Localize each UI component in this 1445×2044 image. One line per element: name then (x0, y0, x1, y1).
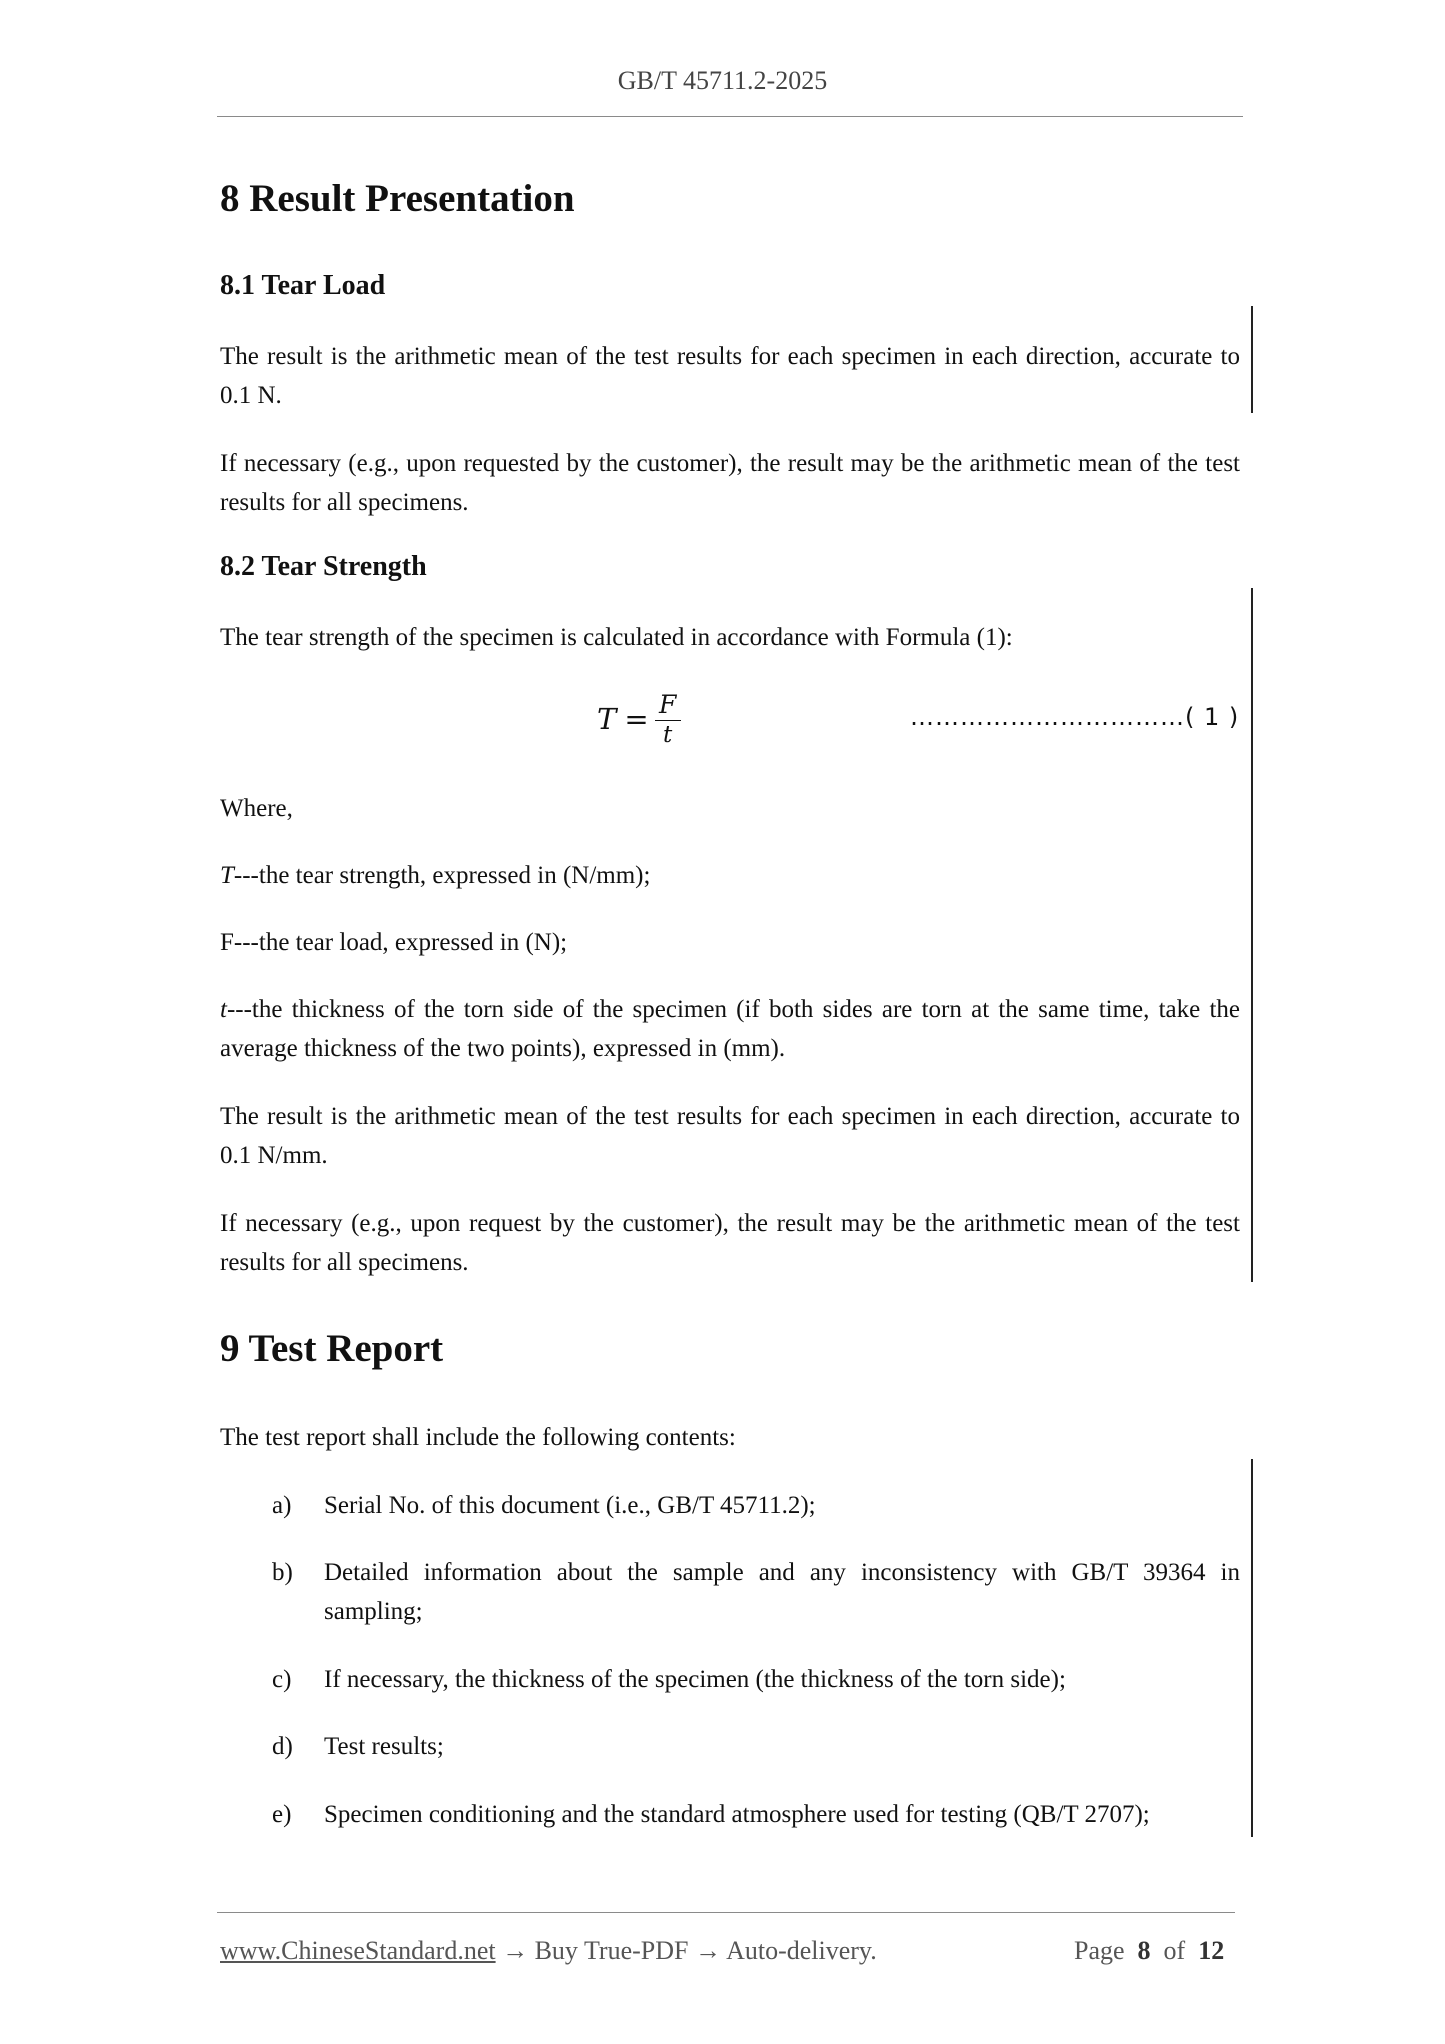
formula-denominator: t (663, 722, 673, 748)
list-marker: d) (272, 1733, 293, 1760)
fraction-bar (655, 720, 681, 721)
total-pages: 12 (1198, 1936, 1225, 1965)
website-link[interactable]: www.ChineseStandard.net (220, 1936, 496, 1965)
symbol-t: t (220, 996, 227, 1023)
document-code-header: GB/T 45711.2-2025 (617, 66, 828, 95)
footer-promo (220, 1936, 877, 1966)
list-marker: e) (272, 1801, 292, 1828)
revision-bar (1251, 588, 1253, 1282)
definition-T-text: ---the tear strength, expressed in (N/mm); (233, 862, 651, 889)
formula-lhs: T (597, 702, 617, 736)
paragraph-8-1-optional: If necessary (e.g., upon requested by the customer), the result may be the arithmetic mean of the test results for all specimens. (220, 450, 1240, 516)
list-item-text: Test results; (324, 1733, 444, 1760)
page-label: Page (1074, 1936, 1125, 1965)
section-8-1-heading: 8.1 Tear Load (220, 270, 386, 301)
paragraph-formula-intro: The tear strength of the specimen is calculated in accordance with Formula (1): (220, 624, 1013, 651)
header-divider (217, 116, 1243, 117)
buy-true-pdf-text: Buy True-PDF (534, 1936, 689, 1965)
current-page: 8 (1137, 1936, 1151, 1965)
section-8-2-heading: 8.2 Tear Strength (220, 551, 427, 582)
revision-bar (1251, 306, 1253, 413)
arrow-right-icon: → (695, 1936, 721, 1965)
list-item-text: Specimen conditioning and the standard atmosphere used for testing (QB/T 2707); (324, 1801, 1150, 1828)
formula-1 (597, 690, 681, 748)
revision-bar (1251, 1459, 1253, 1837)
footer-divider (217, 1912, 1235, 1913)
symbol-T: T (220, 862, 234, 889)
definition-t-text: ---the thickness of the torn side of the specimen (if both sides are torn at the same time, take the average thickness of the two points), expressed in (mm). (220, 996, 1240, 1062)
page-number (1074, 1936, 1224, 1966)
formula-leader-dots: …………………………… (910, 703, 1185, 731)
list-marker: a) (272, 1492, 292, 1519)
list-item-text: Detailed information about the sample and any inconsistency with GB/T 39364 in sampling; (324, 1559, 1240, 1625)
paragraph-report-intro: The test report shall include the following contents: (220, 1424, 736, 1451)
paragraph-8-2-optional: If necessary (e.g., upon request by the customer), the result may be the arithmetic mean of the test results for all specimens. (220, 1210, 1240, 1276)
list-marker: c) (272, 1666, 292, 1693)
list-item-text: If necessary, the thickness of the specimen (the thickness of the torn side); (324, 1666, 1066, 1693)
formula-fraction (655, 690, 681, 748)
list-item-text: Serial No. of this document (i.e., GB/T 45711.2); (324, 1492, 816, 1519)
definition-T (220, 856, 1240, 895)
arrow-right-icon: → (502, 1936, 529, 1965)
section-8-heading: 8 Result Presentation (220, 177, 575, 220)
formula-numerator: F (658, 690, 677, 719)
definition-t (220, 990, 1240, 1068)
auto-delivery-text: Auto-delivery. (726, 1936, 877, 1965)
where-label: Where, (220, 795, 293, 822)
paragraph-8-2-result: The result is the arithmetic mean of the test results for each specimen in each direction, accurate to 0.1 N/mm. (220, 1103, 1240, 1169)
definition-F: F---the tear load, expressed in (N); (220, 929, 568, 956)
section-9-heading: 9 Test Report (220, 1327, 444, 1370)
list-marker: b) (272, 1559, 293, 1586)
formula-number (910, 703, 1239, 731)
paragraph-8-1-result: The result is the arithmetic mean of the test results for each specimen in each direction, accurate to 0.1 N. (220, 343, 1240, 409)
of-label: of (1163, 1936, 1186, 1965)
formula-equals: = (624, 702, 649, 736)
formula-number-label: ( 1 ) (1185, 703, 1240, 731)
